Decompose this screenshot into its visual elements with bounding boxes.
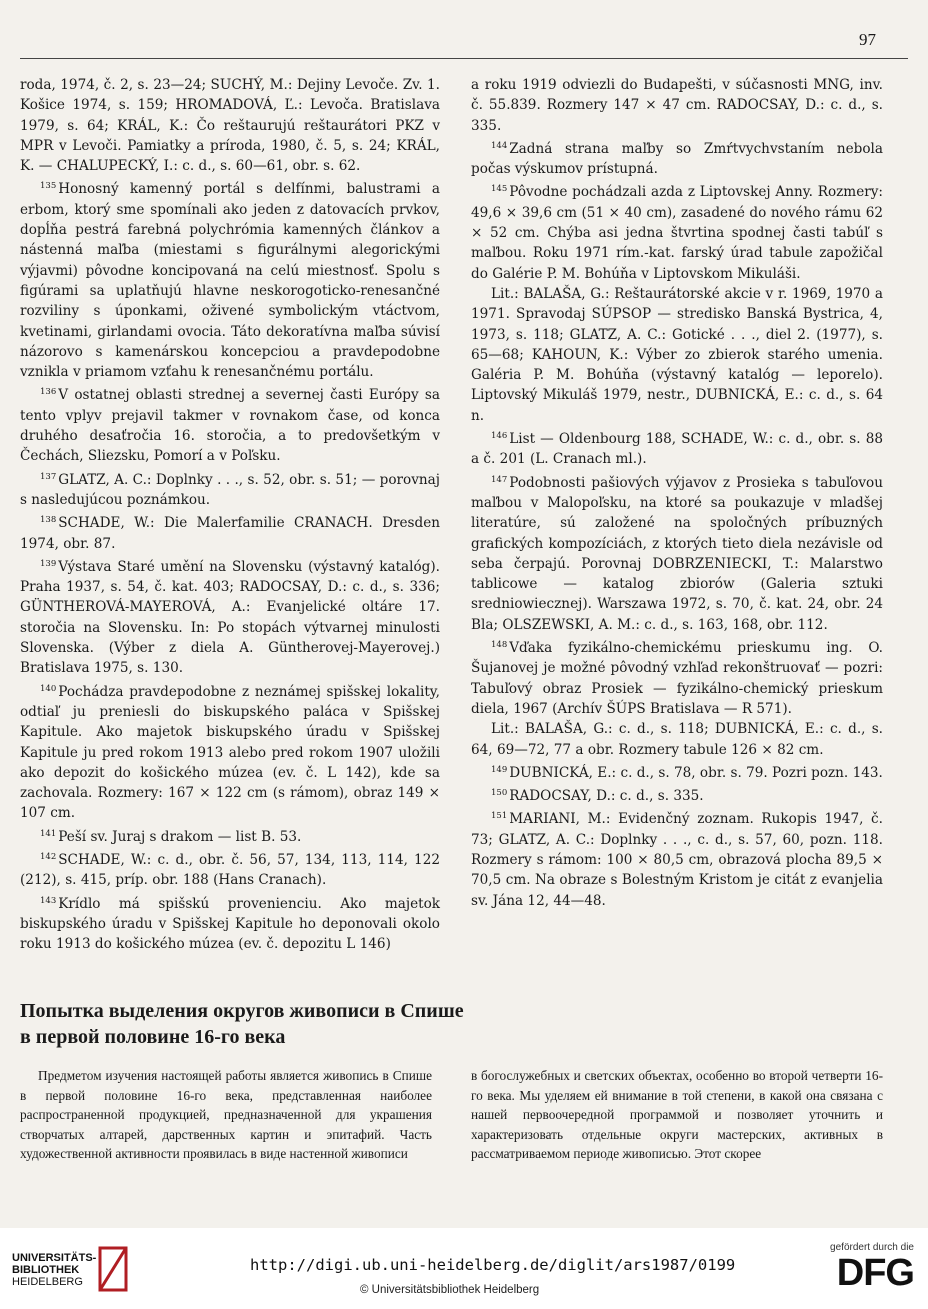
footnote-text: SCHADE, W.: Die Malerfamilie CRANACH. Dresden 1974, obr. 87.	[20, 515, 440, 552]
footnote-text: MARIANI, M.: Evidenčný zoznam. Rukopis 1947, č. 73; GLATZ, A. C.: Doplnky . . ., c. d., s. 57, 60, pozn. 118. Rozmery s rámom: 100 × 80,5 cm, obrazová plocha 89,5 × 70,5 cm. Na obraze s Bolestným Kristom je citát z evanjelia sv. Jána 12, 44—48.	[471, 811, 883, 909]
page-number: 97	[859, 30, 876, 49]
footnote	[20, 824, 440, 847]
footnote-text: Honosný kamenný portál s delfínmi, balustrami a erbom, ktorý sme spomínali ako jeden z datovacích prvkov, dopĺňa pestrá farebná polychrómia kamenných článkov a nástenná maľba (miestami s figurálnymi alegorickými výjavmi) pôvodne koncipovaná na celú miestnosť. Spolu s figúrami sa uplatňujú hlavne neskorogoticko-renesančné rozviliny s úponkami, oživené symbolickým vtáctvom, kvetinami, girlandami ovocia. Táto dekoratívna maľba súvisí názorovo s kamenárskou koncepciou a pravdepodobne vznikla v priamom vzťahu k renesančnému portálu.	[20, 181, 440, 381]
summary-left-column	[20, 1066, 432, 1164]
summary-heading-line-1: Попытка выделения округов живописи в Спише	[20, 1000, 464, 1022]
footnote	[20, 510, 440, 554]
summary-heading-line-2: в первой половине 16-го века	[20, 1026, 286, 1048]
copyright-notice: © Universitätsbibliothek Heidelberg	[360, 1284, 540, 1296]
footnote-text: Lit.: BALAŠA, G.: c. d., s. 118; DUBNICKÁ, E.: c. d., s. 64, 69—72, 77 a obr. Rozmery tabule 126 × 82 cm.	[471, 721, 883, 758]
footnotes-left-column	[20, 75, 440, 954]
library-logo	[12, 1252, 96, 1288]
footnote-number: 136	[40, 387, 57, 398]
footnote-number: 139	[40, 558, 57, 569]
summary-heading	[20, 998, 620, 1050]
footnote	[471, 635, 883, 719]
footnote-number: 149	[491, 764, 508, 775]
library-emblem-icon	[98, 1246, 128, 1292]
footnote-text: GLATZ, A. C.: Doplnky . . ., s. 52, obr. s. 51; — porovnaj s nasledujúcou poznámkou.	[20, 471, 440, 508]
footnote-text: a roku 1919 odviezli do Budapešti, v súčasnosti MNG, inv. č. 55.839. Rozmery 147 × 47 cm. RADOCSAY, D.: c. d., s. 335.	[471, 77, 883, 134]
footnote-text: SCHADE, W.: c. d., obr. č. 56, 57, 134, 113, 114, 122 (212), s. 415, príp. obr. 188 (Hans Cranach).	[20, 851, 440, 889]
footnote	[20, 847, 440, 891]
sponsor-label: gefördert durch die	[830, 1242, 914, 1253]
footnote-text: Pôvodne pochádzali azda z Liptovskej Anny. Rozmery: 49,6 × 39,6 cm (51 × 40 cm), zasadené do nového rámu 62 × 52 cm. Chýba asi jedna štvrtina spodnej časti tabúľ s maľbou. Roku 1971 rím.-kat. farský úrad tabule zapožičal do Galérie P. M. Bohúňa v Liptovskom Mikuláši.	[471, 184, 883, 282]
footnote-text: Výstava Staré umění na Slovensku (výstavný katalóg). Praha 1937, s. 54, č. kat. 403; RADOCSAY, D.: c. d., s. 336; GÜNTHEROVÁ-MAYEROVÁ, A.: Evanjelické oltáre 17. storočia na Slovensku. In: Po stopách výtvarnej minulosti Slovenska. (Výber z diela A. Güntherovej-Mayerovej.) Bratislava 1975, s. 130.	[20, 558, 440, 677]
footnote	[471, 426, 883, 470]
footnote-number: 142	[40, 851, 57, 862]
footnote	[20, 176, 440, 382]
footnote	[471, 136, 883, 180]
footnote-text: Pochádza pravdepodobne z neznámej spišskej lokality, odtiaľ ju preniesli do biskupského paláca v Spišskej Kapitule. Ako majetok biskupského úradu v Spišskej Kapitule ju pred rokom 1913 alebo pred rokom 1907 uložili ako depozit do košického múzea (ev. č. L 142), kde sa zachovala. Rozmery: 167 × 122 cm (s rámom), obraz 149 × 107 cm.	[20, 683, 440, 822]
footnote-text: roda, 1974, č. 2, s. 23—24; SUCHÝ, M.: Dejiny Levoče. Zv. 1. Košice 1974, s. 159; HROMADOVÁ, Ľ.: Levoča. Bratislava 1979, s. 64; KRÁL, K.: Čo reštaurujú reštaurátori PKZ v MPR v Levoči. Pamiatky a príroda, 1980, č. 5, s. 24; KRÁL, K. — CHALUPECKÝ, I.: c. d., s. 60—61, obr. s. 62.	[20, 77, 440, 175]
footnote-number: 135	[40, 181, 57, 192]
footnote	[20, 382, 440, 466]
footnote-number: 150	[491, 788, 508, 799]
footnote	[471, 470, 883, 635]
footnote-text: Krídlo má spišskú provenienciu. Ako majetok biskupského úradu v Spišskej Kapitule ho deponovali okolo roku 1913 do košického múzea (ev. č. depozitu L 146)	[20, 895, 440, 953]
footnote	[471, 719, 883, 760]
footnote-number: 140	[40, 683, 57, 694]
footnote-number: 138	[40, 515, 57, 526]
footnote	[471, 783, 883, 806]
footnote-number: 137	[40, 471, 57, 482]
footnote	[20, 467, 440, 511]
footnote-text: Vďaka fyzikálno-chemickému prieskumu ing. O. Šujanovej je možné pôvodný vzhľad rekonštruovať — pozri: Tabuľový obraz Prosiek — fyzikálno-chemický prieskum diela, 1967 (Archív ŠÚPS Bratislava — R 571).	[471, 640, 883, 717]
footnote-text: RADOCSAY, D.: c. d., s. 335.	[509, 788, 704, 805]
footnote-text: Podobnosti pašiových výjavov z Prosieka s tabuľovou maľbou v Malopoľsku, na ktoré sa poukazuje v mladšej literatúre, sú založené na spoločných príbuzných grafických kompozíciách, z ktorých tieto diela nezávisle od seba čerpajú. Porovnaj DOBRZENIECKI, T.: Malarstwo tablicowe — katalog zbiorów (Galeria sztuki sredniowiecznej). Warszawa 1972, s. 70, č. kat. 24, obr. 24 Bla; OLSZEWSKI, A. M.: c. d., s. 163, 168, obr. 112.	[471, 474, 883, 633]
footnote	[20, 679, 440, 824]
library-name-line-1: UNIVERSITÄTS-	[12, 1252, 97, 1264]
footnote-text: List — Oldenbourg 188, SCHADE, W.: c. d., obr. s. 88 a č. 201 (L. Cranach ml.).	[471, 431, 883, 468]
footnote-text: Zadná strana maľby so Zmŕtvychvstaním nebola počas výskumov prístupná.	[471, 140, 883, 178]
footnote-number: 151	[491, 811, 508, 822]
footnote	[471, 179, 883, 283]
header-rule	[20, 58, 908, 59]
footnote	[20, 891, 440, 955]
footnote	[471, 75, 883, 136]
footnote	[471, 806, 883, 910]
footnote-number: 144	[491, 140, 508, 151]
footnote-number: 146	[491, 431, 508, 442]
footnote-text: DUBNICKÁ, E.: c. d., s. 78, obr. s. 79. Pozri pozn. 143.	[509, 764, 883, 781]
library-name-line-3: HEIDELBERG	[12, 1276, 83, 1288]
footnote-number: 147	[491, 474, 508, 485]
footnote-text: Lit.: BALAŠA, G.: Reštaurátorské akcie v r. 1969, 1970 a 1971. Spravodaj SÚPSOP — stredisko Banská Bystrica, 4, 1973, s. 118; GLATZ, A. C.: Gotické . . ., diel 2. (1977), s. 65—68; KAHOUN, K.: Výber zo zbierok starého umenia. Galéria P. M. Bohúňa (výstavný katalóg — leporelo). Liptovský Mikuláš 1979, nestr., DUBNICKÁ, E.: c. d., s. 64 n.	[471, 285, 883, 424]
library-name-line-2: BIBLIOTHEK	[12, 1264, 80, 1276]
footnote-number: 143	[40, 895, 57, 906]
footnotes-right-column	[471, 75, 883, 911]
source-url-link[interactable]: http://digi.ub.uni-heidelberg.de/diglit/ars1987/0199	[250, 1256, 736, 1274]
footnote-text: V ostatnej oblasti strednej a severnej časti Európy sa tento vplyv prejavil takmer v rovnakom čase, od konca druhého desaťročia 16. storočia, a to predovšetkým v Čechách, Sliezsku, Pomorí a v Poľsku.	[20, 387, 440, 465]
summary-right-column	[471, 1066, 883, 1164]
footnote	[471, 760, 883, 783]
dfg-logo: DFG	[836, 1252, 914, 1294]
footnote-text: Peší sv. Juraj s drakom — list B. 53.	[58, 828, 302, 845]
sponsor-logo	[830, 1242, 914, 1293]
footnote-number: 145	[491, 184, 508, 195]
footer-bar	[0, 1228, 928, 1309]
footnote	[20, 554, 440, 679]
footnote	[20, 75, 440, 176]
footnote-number: 141	[40, 828, 57, 839]
footnote-number: 148	[491, 640, 508, 651]
summary-paragraph-continued: в богослужебных и светских объектах, особенно во второй четверти 16-го века. Мы уделяем ей внимание в той степени, в какой она связана с нашей первоочередной программой и позволяет уточнить и характеризовать отдельные округи мастерских, активных в рассматриваемом периоде живописью. Этот скорее	[471, 1068, 883, 1162]
summary-paragraph: Предметом изучения настоящей работы является живопись в Спише в первой половине 16-го века, представленная наиболее распространенной продукцией, предназначенной для украшения створчатых алтарей, дарственных картин и эпитафий. Часть художественной активности проявилась в виде настенной живописи	[20, 1068, 432, 1162]
footnote	[471, 284, 883, 426]
